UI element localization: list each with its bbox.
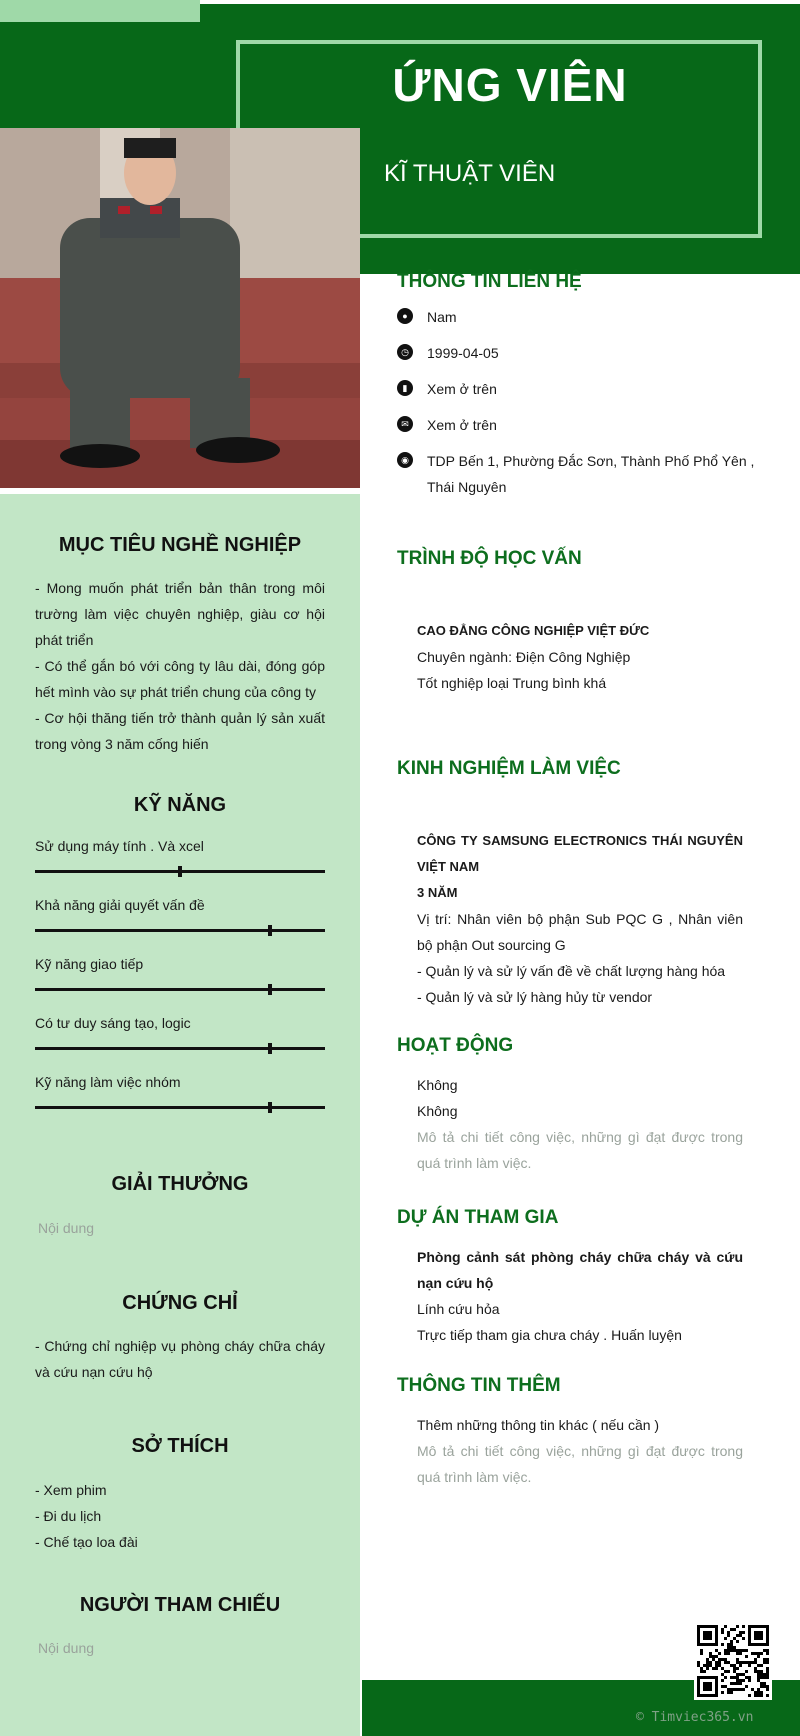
location-icon: ◉ [397,452,413,468]
certificates-title: CHỨNG CHỈ [122,1292,238,1314]
skill-label: Sử dụng máy tính . Và xcel [35,838,204,854]
experience-block [417,828,743,1010]
education-block [417,618,743,696]
clock-icon: ◷ [397,344,413,360]
education-result: Tốt nghiệp loại Trung bình khá [417,675,607,691]
extra-block [417,1412,743,1490]
skills-title: KỸ NĂNG [133,794,227,816]
project-desc: Trực tiếp tham gia chưa cháy . Huấn luyện [417,1327,682,1343]
references-title: NGƯỜI THAM CHIẾU [79,1594,281,1616]
projects-block [417,1244,743,1348]
project-name: Phòng cảnh sát phòng cháy chữa cháy và cứu nạn cứu hộ [417,1249,743,1291]
skill-level-marker [268,1102,272,1113]
skill-label: Kỹ năng giao tiếp [35,956,144,972]
skill-item [35,838,325,854]
activities-title: HOẠT ĐỘNG [397,1035,514,1056]
contact-title: THÔNG TIN LIÊN HỆ [397,271,582,292]
experience-duration: 3 NĂM [417,885,458,900]
education-major: Chuyên ngành: Điện Công Nghiệp [417,649,631,665]
experience-company: CÔNG TY SAMSUNG ELECTRONICS THÁI NGUYÊN VIỆT NAM [417,833,743,874]
hobby-item: - Chế tạo loa đài [35,1534,138,1550]
candidate-name: ỨNG VIÊN [392,59,628,111]
extra-desc: Mô tả chi tiết công việc, những gì đạt được trong quá trình làm việc. [417,1443,743,1485]
skill-item [35,897,325,913]
extra-title: THÔNG TIN THÊM [397,1375,561,1396]
person-icon: ● [397,308,413,324]
experience-line: Vị trí: Nhân viên bộ phận Sub PQC G , Nhân viên bộ phận Out sourcing G [417,911,743,953]
objective-title: MỤC TIÊU NGHỀ NGHIỆP [58,534,302,556]
skill-bar [35,870,325,873]
activities-block [417,1072,743,1176]
qr-code [694,1622,772,1700]
skill-level-marker [268,925,272,936]
activities-line: Không [417,1077,458,1093]
skill-item [35,1074,325,1090]
skill-label: Khả năng giải quyết vấn đề [35,897,205,913]
experience-line: - Quản lý và sử lý hàng hủy từ vendor [417,989,653,1005]
hobby-item: - Xem phim [35,1482,107,1498]
skill-level-marker [268,1043,272,1054]
references-content: Nội dung [38,1640,95,1656]
skill-level-marker [268,984,272,995]
activities-line: Không [417,1103,458,1119]
skill-label: Có tư duy sáng tạo, logic [35,1015,191,1031]
hobbies-title: SỞ THÍCH [131,1435,229,1457]
experience-line: - Quản lý và sử lý vấn đề về chất lượng hàng hóa [417,963,726,979]
hobbies-list [35,1477,325,1555]
awards-content: Nội dung [38,1220,95,1236]
profile-photo [0,128,360,488]
skill-item [35,956,325,972]
experience-title: KINH NGHIỆM LÀM VIỆC [397,758,621,779]
awards-title: GIẢI THƯỞNG [111,1173,249,1195]
projects-title: DỰ ÁN THAM GIA [397,1207,559,1228]
skill-bar [35,1106,325,1109]
objective-line: - Cơ hội thăng tiến trở thành quản lý sản xuất trong vòng 3 năm cống hiến [35,710,325,752]
skill-item [35,1015,325,1031]
project-role: Lính cứu hỏa [417,1301,500,1317]
objective-line: - Có thể gắn bó với công ty lâu dài, đóng góp hết mình vào sự phát triển chung của công ty [35,658,325,700]
header-accent-bar [0,0,200,22]
skill-bar [35,988,325,991]
objective-text [35,575,325,757]
activities-desc: Mô tả chi tiết công việc, những gì đạt được trong quá trình làm việc. [417,1129,743,1171]
phone-icon: ▮ [397,380,413,396]
skill-bar [35,929,325,932]
skill-label: Kỹ năng làm việc nhóm [35,1074,181,1090]
objective-line: - Mong muốn phát triển bản thân trong môi trường làm việc chuyên nghiệp, giàu cơ hội phát triển [35,580,325,648]
certificates-content: - Chứng chỉ nghiệp vụ phòng cháy chữa cháy và cứu nạn cứu hộ [35,1338,325,1380]
footer-watermark: © Timviec365.vn [636,1710,754,1725]
skill-bar [35,1047,325,1050]
hobby-item: - Đi du lịch [35,1508,102,1524]
email-icon: ✉ [397,416,413,432]
education-title: TRÌNH ĐỘ HỌC VẤN [397,548,582,569]
education-school: CAO ĐẲNG CÔNG NGHIỆP VIỆT ĐỨC [417,623,650,638]
extra-line: Thêm những thông tin khác ( nếu cần ) [417,1417,660,1433]
skill-level-marker [178,866,182,877]
candidate-position: KĨ THUẬT VIÊN [384,160,556,187]
